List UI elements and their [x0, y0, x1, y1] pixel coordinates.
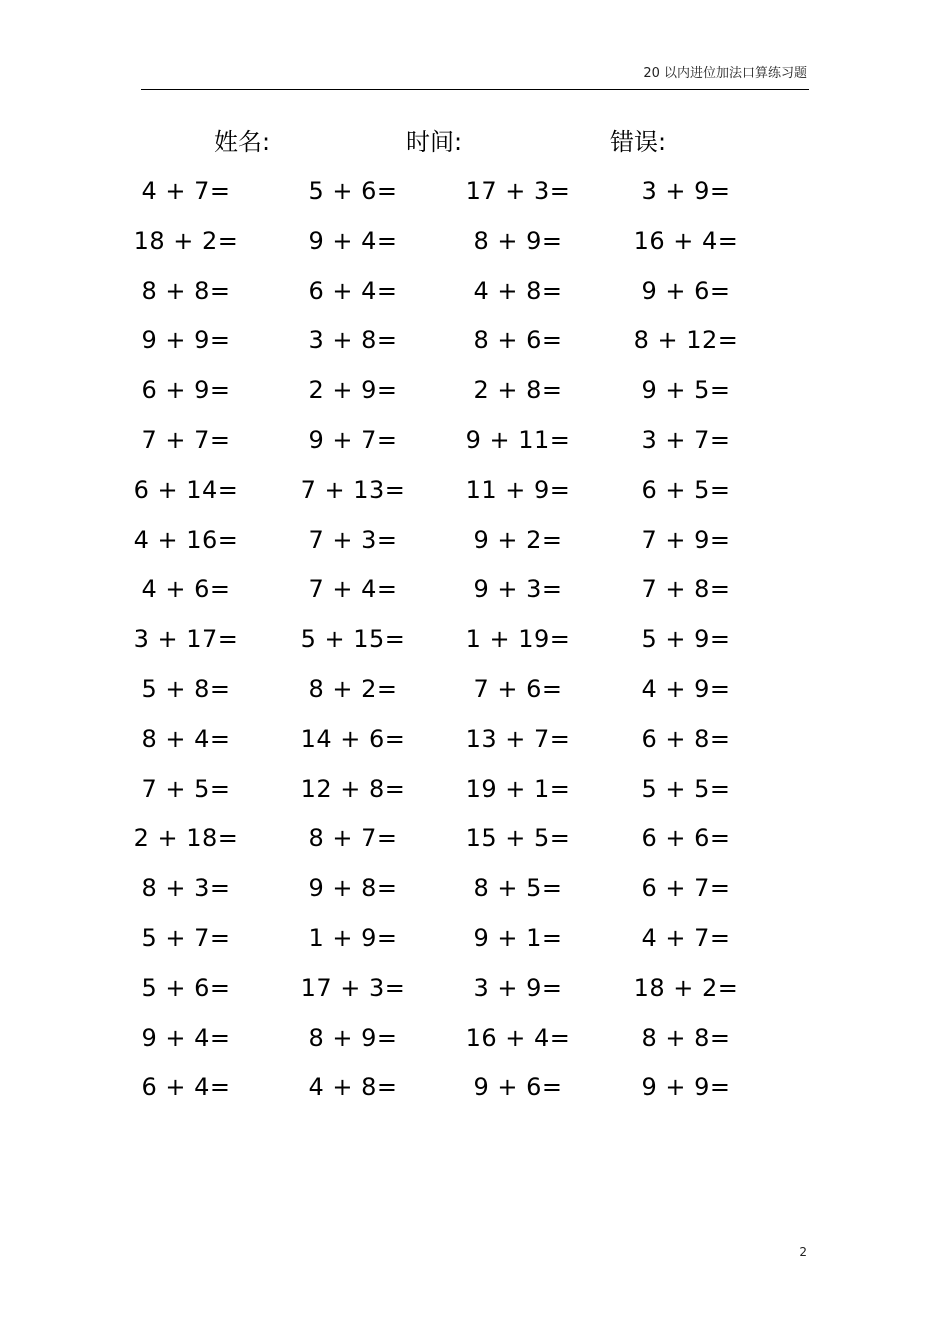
addition-problem: 8 + 3=	[141, 874, 231, 903]
addition-problem: 17 + 3=	[465, 177, 571, 205]
addition-problem: 2 + 9=	[308, 376, 398, 405]
addition-problem: 9 + 3=	[473, 575, 563, 604]
addition-problem: 3 + 17=	[133, 625, 239, 654]
addition-problem: 7 + 9=	[641, 525, 731, 554]
addition-problem: 15 + 5=	[465, 824, 571, 853]
addition-problem: 8 + 12=	[633, 326, 739, 355]
addition-problem: 4 + 6=	[141, 575, 231, 604]
addition-problem: 9 + 6=	[641, 276, 731, 305]
addition-problem: 6 + 14=	[133, 475, 239, 504]
problem-row	[0, 913, 950, 963]
addition-problem: 2 + 8=	[473, 376, 563, 405]
problem-row	[0, 515, 950, 565]
problem-row	[0, 963, 950, 1013]
addition-problem: 6 + 5=	[641, 475, 731, 504]
problem-row	[0, 764, 950, 814]
addition-problem: 5 + 9=	[641, 625, 731, 654]
addition-problem: 5 + 6=	[141, 973, 231, 1002]
addition-problem: 3 + 9=	[473, 973, 563, 1002]
addition-problem: 5 + 6=	[308, 177, 398, 205]
addition-problem: 9 + 8=	[308, 874, 398, 903]
addition-problem: 9 + 9=	[641, 1073, 731, 1102]
addition-problem: 9 + 2=	[473, 525, 563, 554]
addition-problem: 9 + 5=	[641, 376, 731, 405]
addition-problem: 9 + 1=	[473, 923, 563, 952]
addition-problem: 8 + 8=	[641, 1023, 731, 1052]
addition-problem: 5 + 5=	[641, 774, 731, 803]
addition-problem: 3 + 9=	[641, 177, 731, 205]
problem-row	[0, 315, 950, 365]
addition-problem: 18 + 2=	[633, 973, 739, 1002]
addition-problem: 8 + 2=	[308, 674, 398, 703]
name-field-label: 姓名:	[214, 128, 271, 156]
addition-problem: 4 + 16=	[133, 525, 239, 554]
addition-problem: 5 + 8=	[141, 674, 231, 703]
addition-problem: 19 + 1=	[465, 774, 571, 803]
addition-problem: 7 + 13=	[300, 475, 406, 504]
problem-row	[0, 266, 950, 316]
addition-problem: 14 + 6=	[300, 724, 406, 753]
addition-problem: 8 + 8=	[141, 276, 231, 305]
problem-row	[0, 564, 950, 614]
problem-row	[0, 614, 950, 664]
addition-problem: 4 + 7=	[141, 177, 231, 205]
addition-problem: 17 + 3=	[300, 973, 406, 1002]
addition-problem: 6 + 4=	[308, 276, 398, 305]
problem-row	[0, 813, 950, 863]
addition-problem: 3 + 7=	[641, 425, 731, 454]
problem-row	[0, 365, 950, 415]
problem-row	[0, 415, 950, 465]
addition-problem: 9 + 4=	[141, 1023, 231, 1052]
addition-problem: 8 + 5=	[473, 874, 563, 903]
addition-problem: 8 + 6=	[473, 326, 563, 355]
page-number: 2	[799, 1245, 807, 1259]
addition-problem: 12 + 8=	[300, 774, 406, 803]
addition-problem: 7 + 4=	[308, 575, 398, 604]
addition-problem: 1 + 9=	[308, 923, 398, 952]
addition-problem: 7 + 5=	[141, 774, 231, 803]
errors-field-label: 错误:	[610, 128, 667, 156]
addition-problem: 13 + 7=	[465, 724, 571, 753]
problem-row	[0, 714, 950, 764]
addition-problem: 8 + 9=	[308, 1023, 398, 1052]
addition-problem: 9 + 7=	[308, 425, 398, 454]
addition-problem: 7 + 8=	[641, 575, 731, 604]
problem-row	[0, 1062, 950, 1112]
addition-problem: 9 + 6=	[473, 1073, 563, 1102]
addition-problem: 4 + 8=	[308, 1073, 398, 1102]
addition-problem: 7 + 7=	[141, 425, 231, 454]
addition-problem: 6 + 4=	[141, 1073, 231, 1102]
addition-problem: 9 + 4=	[308, 226, 398, 255]
addition-problem: 7 + 3=	[308, 525, 398, 554]
problem-row	[0, 863, 950, 913]
addition-problem: 8 + 7=	[308, 824, 398, 853]
addition-problem: 6 + 7=	[641, 874, 731, 903]
addition-problem: 8 + 4=	[141, 724, 231, 753]
addition-problem: 5 + 7=	[141, 923, 231, 952]
addition-problem: 11 + 9=	[465, 475, 571, 504]
addition-problem: 6 + 9=	[141, 376, 231, 405]
addition-problem: 9 + 9=	[141, 326, 231, 355]
addition-problem: 18 + 2=	[133, 226, 239, 255]
student-info-row	[0, 124, 950, 160]
addition-problem: 16 + 4=	[465, 1023, 571, 1052]
addition-problem: 4 + 9=	[641, 674, 731, 703]
problem-row	[0, 664, 950, 714]
problem-grid	[0, 166, 950, 1112]
addition-problem: 4 + 8=	[473, 276, 563, 305]
problem-row	[0, 1013, 950, 1063]
time-field-label: 时间:	[406, 128, 463, 156]
addition-problem: 8 + 9=	[473, 226, 563, 255]
page-header-title: 20 以内进位加法口算练习题	[643, 66, 807, 81]
header-divider	[141, 89, 809, 90]
problem-row	[0, 216, 950, 266]
addition-problem: 6 + 6=	[641, 824, 731, 853]
addition-problem: 1 + 19=	[465, 625, 571, 654]
addition-problem: 2 + 18=	[133, 824, 239, 853]
addition-problem: 9 + 11=	[465, 425, 571, 454]
addition-problem: 4 + 7=	[641, 923, 731, 952]
addition-problem: 16 + 4=	[633, 226, 739, 255]
addition-problem: 3 + 8=	[308, 326, 398, 355]
problem-row	[0, 465, 950, 515]
addition-problem: 5 + 15=	[300, 625, 406, 654]
addition-problem: 6 + 8=	[641, 724, 731, 753]
addition-problem: 7 + 6=	[473, 674, 563, 703]
problem-row	[0, 166, 950, 216]
